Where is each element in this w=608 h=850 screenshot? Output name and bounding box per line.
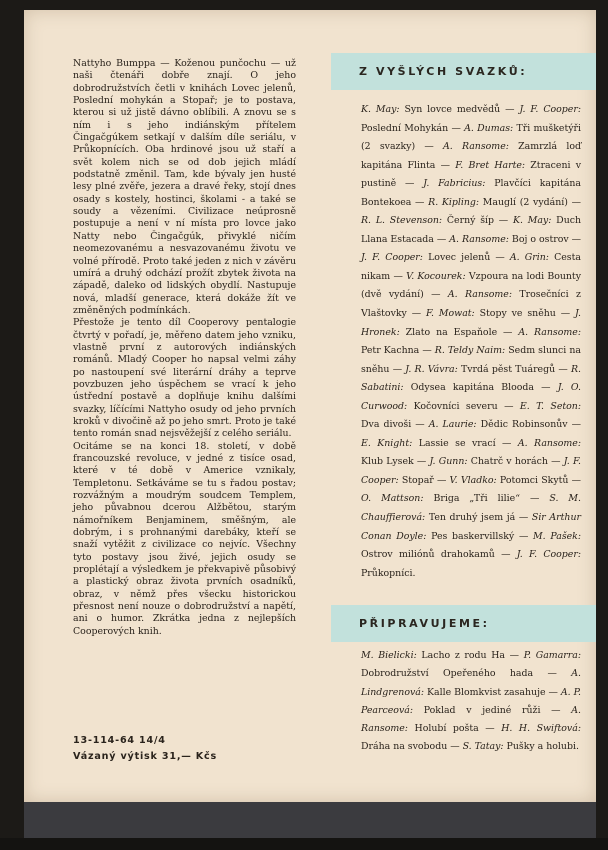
published-title: Ten druhý jsem já bbox=[425, 512, 516, 524]
published-entry bbox=[450, 475, 569, 486]
description-paragraph-2: Přestože je tento díl Cooperovy pentalogie čtvrtý v pořadí, je, měřeno datem jeho vzniku, vlastně první z autorových indiánských románů. Mladý Cooper ho napsal velmi záhy po nastoupení své literární dráhy a teprve povzbuzen jeho úspěchem se vrací k jeho ústřední postavě a doplňuje knihu dalšími svazky, líčícími Nattyho osudy od jeho prvních kroků v divočině až po jeho smrt. Proto je také tento román snad nejsvěžejší z celého seriálu. bbox=[73, 317, 296, 440]
published-author: A. Ransome: bbox=[517, 437, 581, 449]
published-entry bbox=[361, 252, 490, 263]
upcoming-author: M. Bielicki: bbox=[361, 650, 417, 661]
published-author: A. Ransome: bbox=[447, 289, 512, 301]
published-title: Vzpoura na lodi Bounty (dvě vydání) bbox=[361, 270, 581, 301]
published-author: V. Kocourek: bbox=[406, 270, 466, 282]
published-author: R. Kipling: bbox=[428, 196, 480, 208]
published-author: S. M. Chauffierová: bbox=[361, 493, 581, 524]
published-author: K. May: bbox=[361, 104, 400, 115]
published-author: F. Mowat: bbox=[426, 308, 475, 320]
published-title: Černý šíp bbox=[442, 215, 495, 227]
published-author: J. F. Cooper: bbox=[516, 549, 581, 561]
published-author: R. Teldy Naim: bbox=[434, 345, 506, 357]
published-title: Ostrov miliónů drahokamů bbox=[361, 549, 495, 561]
published-title: Sedm slunci na sněhu bbox=[361, 345, 581, 375]
upcoming-author: A. Ransome: bbox=[361, 704, 581, 735]
upcoming-entry bbox=[463, 741, 579, 752]
published-title: Briga „Tři lilie“ bbox=[423, 493, 520, 505]
published-author: Sir Arthur Conan Doyle: bbox=[361, 512, 581, 542]
upcoming-entry bbox=[361, 650, 505, 661]
published-author: V. Vladko: bbox=[449, 474, 497, 486]
description-column bbox=[73, 58, 296, 638]
published-title: Trosečníci z Vlaštovky bbox=[361, 289, 581, 320]
published-author: J. O. Curwood: bbox=[361, 382, 582, 412]
published-title: Pes baskervillský bbox=[426, 530, 515, 542]
published-title: Poslední Mohykán bbox=[361, 122, 449, 134]
published-title: Potomci Skytů bbox=[496, 474, 569, 486]
published-entry bbox=[429, 419, 568, 430]
published-title: Zamrzlá loď kapitána Flinta bbox=[361, 141, 582, 171]
published-author: J. F. Cooper: bbox=[361, 456, 581, 486]
published-title: Tři mušketýři (2 svazky) bbox=[361, 122, 581, 153]
description-paragraph-1: Nattyho Bumppa — Koženou punčochu — už naši čtenáři dobře znají. O jeho dobrodružstvích četli v knihách Lovec jelenů, Poslední mohykán a Stopař; je to postava, kterou si už jistě dávno oblíbili. A znovu se s ním i s jeho indiánským přítelem Čingačgúkem setkají v dalším díle seriálu, v Průkopnících. Oba hrdinové jsou už staří a svět kolem nich se od dob jejich mládí podstatně změnil. Tam, kde bývaly jen husté lesy plné zvěře, jezera a dravé řeky, stojí dnes osady s kostely, hostinci, školami - a také se soudy a vězeními. Civilizace neúprosně postupuje a není v ní místa pro lovce jako Natty nebo Čingačgúk, přivyklé ničím neomezovanému a nesvazovanému životu ve volné přírodě. Proto také jeden z nich v závěru umírá a druhý odchází prožít zbytek života na západě, daleko od lidských obydlí. Nastupuje nová, mladší generace, která dokáže žít ve změněných podmínkách. bbox=[73, 58, 296, 316]
published-author: A. Ransome: bbox=[449, 233, 509, 245]
published-entry bbox=[430, 456, 548, 467]
published-title: Chatrč v horách bbox=[467, 456, 548, 468]
cover-bottom-band bbox=[24, 802, 596, 838]
published-title: Ztraceni v pustině bbox=[361, 159, 581, 190]
published-title: Petr Kachna bbox=[361, 345, 420, 357]
published-author: E. T. Seton: bbox=[519, 400, 582, 412]
published-title: Stopy ve sněhu bbox=[474, 308, 556, 320]
published-title: Tvrdá pěst Tuáregů bbox=[457, 363, 556, 375]
published-author: R. L. Stevenson: bbox=[361, 215, 443, 227]
published-author: R. Sabatini: bbox=[361, 363, 581, 394]
published-author: A. Grin: bbox=[509, 252, 549, 264]
published-entry bbox=[449, 234, 568, 245]
upcoming-title: Dobrodružství Opeřeného hada bbox=[361, 668, 534, 680]
print-code: 13-114-64 14/4 bbox=[73, 735, 166, 746]
published-author: J. F. Cooper: bbox=[361, 252, 423, 264]
published-title: Syn lovce medvědů bbox=[399, 104, 501, 115]
published-author: A. Ransome: bbox=[442, 141, 509, 153]
upcoming-author: A. P. Pearceová: bbox=[361, 686, 582, 716]
published-title: Duch Llana Estacada bbox=[361, 215, 582, 245]
published-title: Cesta nikam bbox=[361, 252, 581, 282]
published-author: A. Laurie: bbox=[428, 419, 477, 431]
published-titles-list: K. May: Syn lovce medvědů — J. F. Cooper: Poslední Mohykán — A. Dumas: Tři mušketýři (2 svazky) — A. Ransome: Zamrzlá loď kapitána Flinta — F. Bret Harte: Ztraceni v pustině — J. Fabricius: Plavčíci kapitána Bontekoea — R. Kipling: Mauglí (2 vydání) — R. L. Stevenson: Černý šíp — K. May: Duch Llana Estacada — A. Ransome: Boj o ostrov — J. F. Cooper: Lovec jelenů — A. Grin: Cesta nikam — V. Kocourek: Vzpoura na lodi Bounty (dvě vydání) — A. Ransome: Trosečníci z Vlaštovky — F. Mowat: Stopy ve sněhu — J. Hronek: Zlato na Espaňole — A. Ransome: Petr Kachna — R. Teldy Naim: Sedm slunci na sněhu — J. R. Vávra: Tvrdá pěst Tuáregů — R. Sabatini: Odysea kapitána Blooda — J. O. Curwood: Kočovníci severu — E. T. Seton: Dva divoši — A. Laurie: Dědic Robinsonův — E. Knight: Lassie se vrací — A. Ransome: Klub Lysek — J. Gunn: Chatrč v horách — J. F. Cooper: Stopař — V. Vladko: Potomci Skytů — O. Mattson: Briga „Tři lilie“ — S. M. Chauffierová: Ten druhý jsem já — Sir Arthur Conan Doyle: Pes baskervillský — M. Pašek: Ostrov miliónů drahokamů — J. F. Cooper: Průkopníci. bbox=[361, 104, 582, 579]
published-title: Plavčíci kapitána Bontekoea bbox=[361, 178, 582, 208]
published-entry bbox=[405, 364, 555, 375]
upcoming-title: Pušky a holubi. bbox=[503, 741, 579, 753]
published-author: M. Pašek: bbox=[533, 530, 582, 542]
upcoming-title: Poklad v jediné růži bbox=[413, 704, 541, 716]
published-title: Mauglí (2 vydání) bbox=[479, 196, 568, 208]
published-title: Zlato na Espaňole bbox=[399, 326, 498, 338]
upcoming-title: Lacho z rodu Ha bbox=[416, 650, 505, 661]
published-author: J. Fabricius: bbox=[423, 178, 486, 190]
print-info bbox=[73, 733, 296, 765]
published-title: Odysea kapitána Blooda bbox=[403, 382, 535, 394]
published-entry bbox=[361, 215, 494, 226]
published-title: Průkopníci. bbox=[361, 567, 416, 579]
published-entry bbox=[426, 308, 556, 319]
published-title: Dědic Robinsonův bbox=[476, 419, 568, 431]
upcoming-title: Holubí pošta bbox=[407, 723, 479, 735]
published-author: A. Dumas: bbox=[464, 122, 514, 134]
published-title: Lassie se vrací bbox=[412, 437, 496, 449]
upcoming-titles-list: M. Bielicki: Lacho z rodu Ha — P. Gamarra: Dobrodružství Opeřeného hada — A. Lindgrenová: Kalle Blomkvist zasahuje — A. P. Pearceová: Poklad v jediné růži — A. Ransome: Holubí pošta — H. H. Swiftová: Dráha na svobodu — S. Tatay: Pušky a holubi. bbox=[361, 650, 582, 753]
published-title: Klub Lysek bbox=[361, 456, 414, 468]
published-author: J. R. Vávra: bbox=[405, 363, 458, 375]
published-title: Lovec jelenů bbox=[422, 252, 491, 264]
published-title: Dva divoši bbox=[361, 419, 412, 431]
upcoming-title: Kalle Blomkvist zasahuje bbox=[424, 686, 546, 698]
published-heading-band: Z VYŠLÝCH SVAZKŮ: bbox=[331, 53, 596, 90]
published-entry bbox=[361, 104, 500, 115]
upcoming-title: Dráha na svobodu bbox=[361, 741, 448, 753]
published-author: J. F. Cooper: bbox=[519, 104, 581, 115]
price-label: Vázaný výtisk 31,— Kčs bbox=[73, 751, 218, 762]
published-author: A. Ransome: bbox=[518, 326, 581, 338]
upcoming-author: P. Gamarra: bbox=[523, 650, 581, 661]
published-title: Stopař bbox=[398, 474, 434, 486]
published-title: Kočovníci severu bbox=[407, 400, 498, 412]
published-author: J. Gunn: bbox=[429, 456, 468, 468]
published-entry bbox=[428, 197, 568, 208]
description-paragraph-3: Ocitáme se na konci 18. století, v době francouzské revoluce, v jedné z tisíce osad, které v té době v Americe vznikaly, Templetonu. Setkáváme se tu s řadou postav; rozvážným a moudrým soudcem Templem, jeho půvabnou dcerou Alžbětou, starým námořníkem Benjaminem, směšným, ale dobrým, i s prohnanými darebáky, kteří se snaží vytěžit z civilizace co nejvíc. Všechny tyto postavy jsou živé, jejich osudy se proplétají a výsledkem je překvapivě působivý a plastický obraz života prvních osadníků, obraz, v němž přes všecku historickou přesnost není nouze o dobrodružství a napětí, ani o humor. Zkrátka jedna z nejlepších Cooperových knih. bbox=[73, 440, 296, 637]
published-entry bbox=[361, 493, 520, 504]
published-entry bbox=[361, 438, 496, 449]
published-author: K. May: bbox=[512, 215, 552, 227]
upcoming-heading-band: PŘIPRAVUJEME: bbox=[331, 605, 596, 642]
upcoming-author: A. Lindgrenová: bbox=[361, 668, 581, 698]
published-author: F. Bret Harte: bbox=[455, 159, 526, 171]
upcoming-author: H. H. Swiftová: bbox=[501, 723, 581, 735]
published-author: O. Mattson: bbox=[361, 493, 424, 505]
published-author: E. Knight: bbox=[361, 437, 413, 449]
upcoming-author: S. Tatay: bbox=[462, 741, 504, 753]
published-author: J. Hronek: bbox=[361, 308, 581, 338]
published-title: Boj o ostrov bbox=[508, 233, 569, 245]
cover-bottom-edge bbox=[0, 838, 608, 850]
